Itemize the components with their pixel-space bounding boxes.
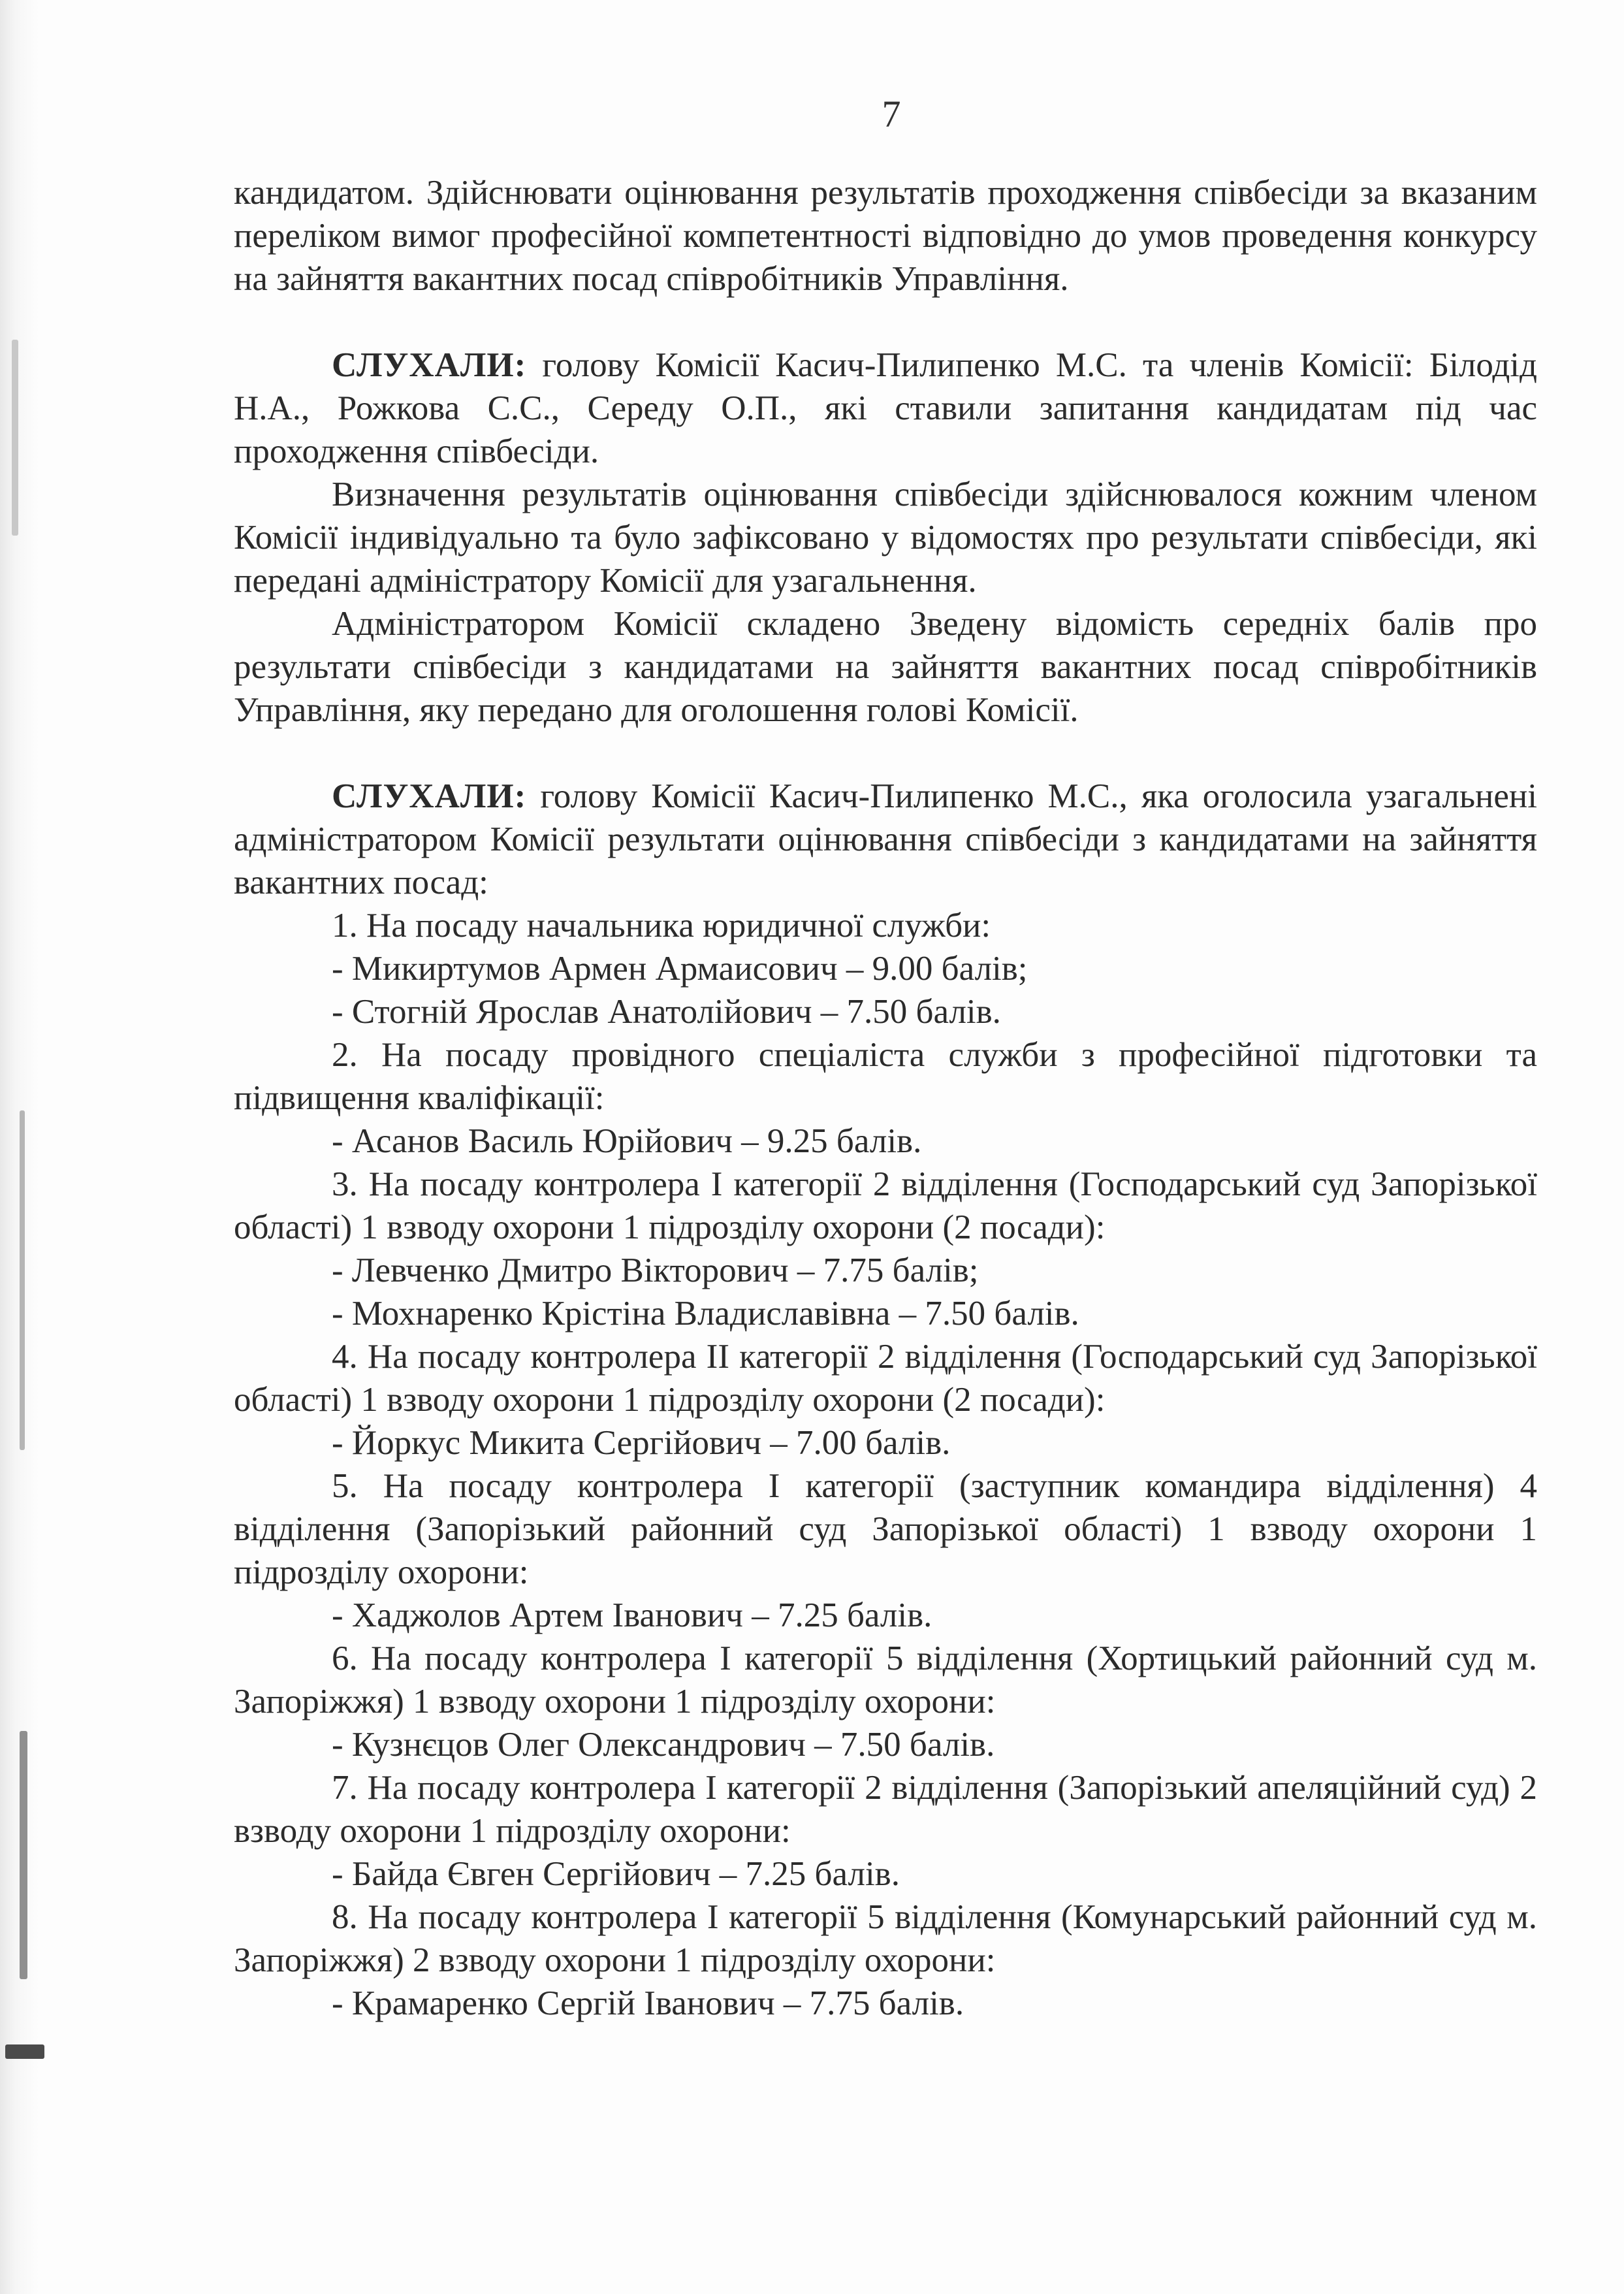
heard-section-2 [234, 775, 1537, 904]
paragraph-results-definition: Визначення результатів оцінювання співбесіди здійснювалося кожним членом Комісії індивідуально та було зафіксовано у відомостях про результати співбесіди, які передані адміністратору Комісії для узагальнення. [234, 476, 1537, 600]
list-item: - Стогній Ярослав Анатолійович – 7.50 балів. [332, 993, 1001, 1031]
heard-label: СЛУХАЛИ: [332, 777, 527, 815]
list-item: - Микиртумов Армен Армаисович – 9.00 балів; [332, 950, 1028, 988]
list-item: - Байда Євген Сергійович – 7.25 балів. [332, 1855, 900, 1893]
list-item: - Крамаренко Сергій Іванович – 7.75 балів. [332, 1984, 964, 2022]
scan-artifact [5, 2044, 44, 2059]
heard-text: голову Комісії Касич-Пилипенко М.С. та членів Комісії: Білодід Н.А., Рожкова С.С., Середу О.П., які ставили запитання кандидатам під час проходження співбесіди. [234, 346, 1537, 470]
spacer [234, 732, 1537, 775]
list-item: - Асанов Василь Юрійович – 9.25 балів. [332, 1122, 922, 1160]
paragraph-summary-sheet: Адміністратором Комісії складено Зведену відомість середніх балів про результати співбесіди з кандидатами на зайняття вакантних посад співробітників Управління, яку передано для оголошення голові Комісії. [234, 605, 1537, 729]
document-body [234, 171, 1537, 2025]
scan-artifact [20, 1110, 25, 1450]
heard-text: голову Комісії Касич-Пилипенко М.С., яка оголосила узагальнені адміністратором Комісії результати оцінювання співбесіди з кандидатами на зайняття вакантних посад: [234, 777, 1537, 901]
list-item: 1. На посаду начальника юридичної служби: [332, 907, 991, 945]
list-item: - Кузнєцов Олег Олександрович – 7.50 балів. [332, 1726, 995, 1764]
paragraph-continuation: кандидатом. Здійснювати оцінювання результатів проходження співбесіди за вказаним переліком вимог професійної компетентності відповідно до умов проведення конкурсу на зайняття вакантних посад співробітників Управління. [234, 174, 1537, 298]
list-item: - Левченко Дмитро Вікторович – 7.75 балів; [332, 1252, 979, 1289]
list-item: - Йоркус Микита Сергійович – 7.00 балів. [332, 1424, 951, 1462]
list-item: - Мохнаренко Крістіна Владиславівна – 7.50 балів. [332, 1295, 1079, 1333]
list-item: 7. На посаду контролера I категорії 2 відділення (Запорізький апеляційний суд) 2 взводу охорони 1 підрозділу охорони: [234, 1769, 1537, 1850]
spacer [234, 300, 1537, 344]
list-item: 3. На посаду контролера I категорії 2 відділення (Господарський суд Запорізької області) 1 взводу охорони 1 підрозділу охорони (2 посади): [234, 1165, 1537, 1246]
list-item: 4. На посаду контролера II категорії 2 відділення (Господарський суд Запорізької області) 1 взводу охорони 1 підрозділу охорони (2 посади): [234, 1338, 1537, 1419]
scan-artifact [20, 1731, 27, 1979]
heard-label: СЛУХАЛИ: [332, 346, 527, 384]
list-item: - Хаджолов Артем Іванович – 7.25 балів. [332, 1596, 932, 1634]
list-item: 5. На посаду контролера I категорії (заступник командира відділення) 4 відділення (Запорізький районний суд Запорізької області) 1 взводу охорони 1 підрозділу охорони: [234, 1467, 1537, 1591]
list-item: 8. На посаду контролера I категорії 5 відділення (Комунарський районний суд м. Запоріжжя) 2 взводу охорони 1 підрозділу охорони: [234, 1898, 1537, 1979]
page-number: 7 [882, 93, 901, 135]
heard-section-1 [234, 344, 1537, 473]
list-item: 6. На посаду контролера I категорії 5 відділення (Хортицький районний суд м. Запоріжжя) 1 взводу охорони 1 підрозділу охорони: [234, 1640, 1537, 1720]
scan-artifact [12, 340, 18, 536]
list-item: 2. На посаду провідного спеціаліста служби з професійної підготовки та підвищення кваліфікації: [234, 1036, 1537, 1117]
